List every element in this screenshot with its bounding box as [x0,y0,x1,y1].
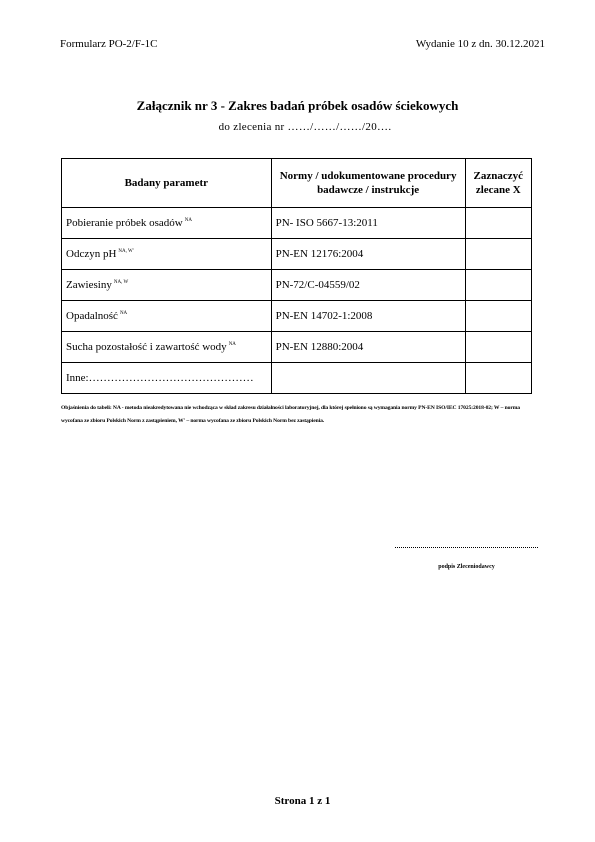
param-cell: Zawiesiny $^{NA, W}$ [62,270,272,301]
table-row [62,208,532,239]
norm-cell: PN-72/C-04559/02 [271,270,465,301]
table-row [62,270,532,301]
accreditation-mark: NA [119,311,128,316]
norm-cell: PN-EN 14702-1:2008 [271,301,465,332]
norm-cell: PN-EN 12176:2004 [271,239,465,270]
norm-cell: PN-EN 12880:2004 [271,332,465,363]
header-param: Badany parametr [62,159,272,208]
parameters-table [61,158,532,394]
mark-cell[interactable] [465,208,531,239]
norm-cell[interactable] [271,363,465,394]
param-cell: Odczyn pH $^{NA, W'}$ [62,239,272,270]
mark-cell[interactable] [465,239,531,270]
table-row [62,301,532,332]
edition-info: Wydanie 10 z dn. 30.12.2021 [415,38,545,50]
table-header-row [62,159,532,208]
form-id: Formularz PO-2/F-1C [60,38,158,50]
mark-cell[interactable] [465,363,531,394]
table-row [62,332,532,363]
table-footnote: Objaśnienia do tabeli: NA - metoda nieakredytowana nie wchodząca w skład zakresu działalności laboratoryjnej, dla której spełniono są wymagania normy PN-EN ISO/IEC 17025:2018-02; W – norma wycofana ze zbioru Polskich Norm z zastąpieniem, W' – norma wycofana ze zbioru Polskich Norm bez zastąpienia. [61,405,520,424]
page-title: Załącznik nr 3 - Zakres badań próbek osadów ściekowych [136,98,459,113]
param-cell: Opadalność $^{NA}$ [62,301,272,332]
norm-cell: PN- ISO 5667-13:2011 [271,208,465,239]
signature-label: podpis Zleceniodawcy [438,564,495,570]
accreditation-mark: NA, W [113,280,129,285]
signature-line[interactable] [395,547,538,548]
header-mark: Zaznaczyć zlecane X [465,159,531,208]
accreditation-mark: NA [228,342,236,347]
param-cell: Pobieranie próbek osadów $^{NA}$ [62,208,272,239]
order-number-line: do zlecenia nr ……/……/……/20…. [218,121,392,133]
accreditation-mark: NA, W' [118,249,134,254]
page-number: Strona 1 z 1 [274,795,331,807]
mark-cell[interactable] [465,301,531,332]
header-norms: Normy / udokumentowane procedury badawcze / instrukcje [271,159,465,208]
mark-cell[interactable] [465,332,531,363]
other-param-cell[interactable]: Inne:……………………………………… [62,363,272,394]
table-row [62,239,532,270]
mark-cell[interactable] [465,270,531,301]
table-row [62,363,532,394]
accreditation-mark: NA [184,218,192,223]
param-cell: Sucha pozostałość i zawartość wody $^{NA}$ [62,332,272,363]
